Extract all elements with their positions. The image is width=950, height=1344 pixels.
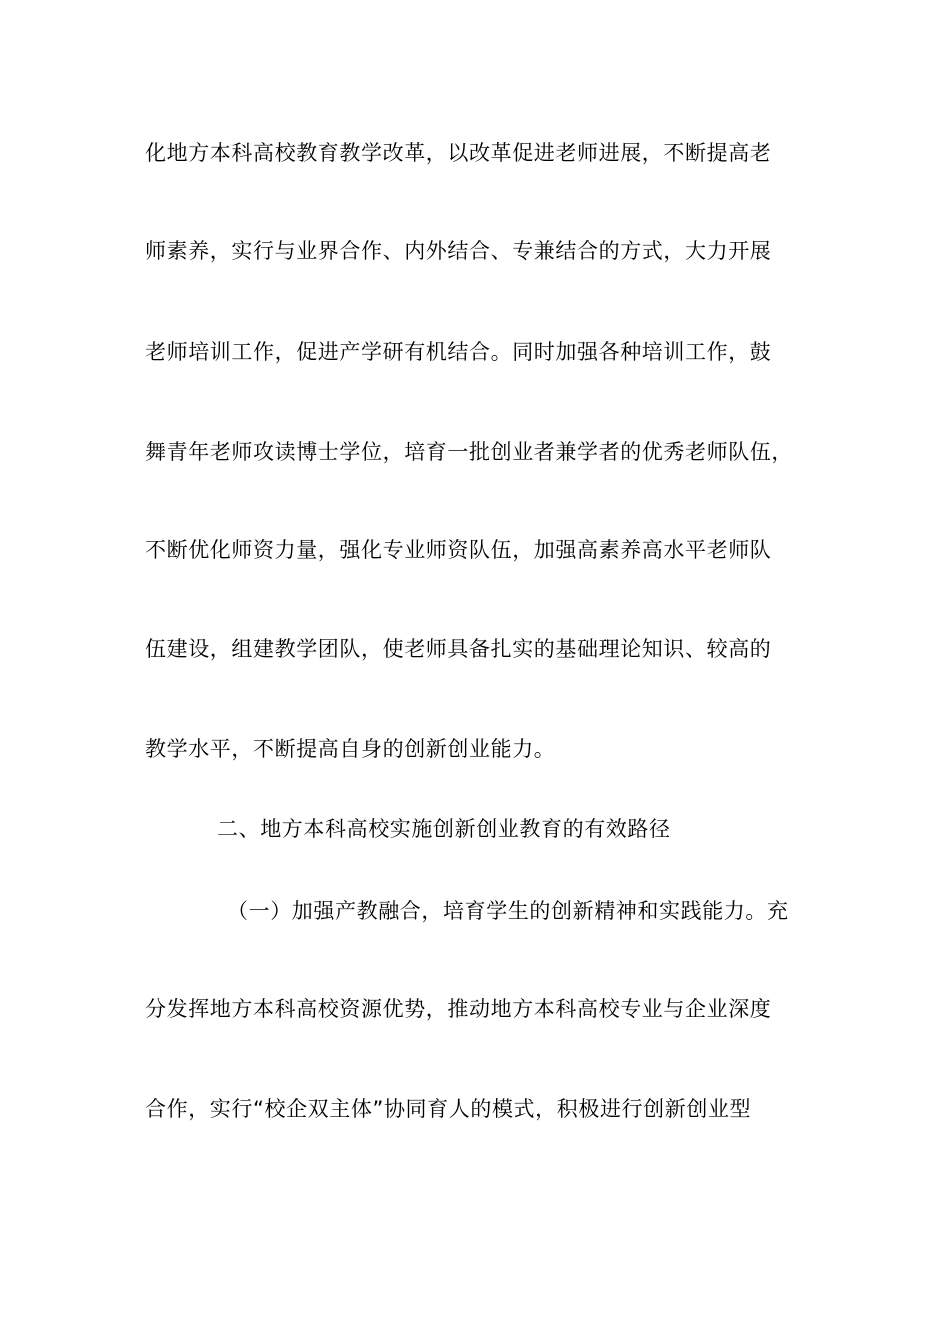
subsection-line: （一）加强产教融合，培育学生的创新精神和实践能力。充	[227, 899, 789, 923]
paragraph-line: 老师培训工作，促进产学研有机结合。同时加强各种培训工作，鼓	[145, 340, 772, 364]
paragraph-line: 师素养，实行与业界合作、内外结合、专兼结合的方式，大力开展	[145, 239, 772, 263]
paragraph-line: 化地方本科高校教育教学改革，以改革促进老师进展，不断提高老	[145, 141, 772, 165]
section-heading: 二、地方本科高校实施创新创业教育的有效路径	[217, 817, 671, 841]
paragraph-line: 舞青年老师攻读博士学位，培育一批创业者兼学者的优秀老师队伍，	[145, 440, 793, 464]
paragraph-line: 教学水平，不断提高自身的创新创业能力。	[145, 737, 556, 761]
paragraph-line: 不断优化师资力量，强化专业师资队伍，加强高素养高水平老师队	[145, 538, 772, 562]
subsection-line: 合作，实行“校企双主体”协同育人的模式，积极进行创新创业型	[145, 1097, 752, 1121]
subsection-line: 分发挥地方本科高校资源优势，推动地方本科高校专业与企业深度	[145, 997, 772, 1021]
paragraph-line: 伍建设，组建教学团队，使老师具备扎实的基础理论知识、较高的	[145, 637, 772, 661]
